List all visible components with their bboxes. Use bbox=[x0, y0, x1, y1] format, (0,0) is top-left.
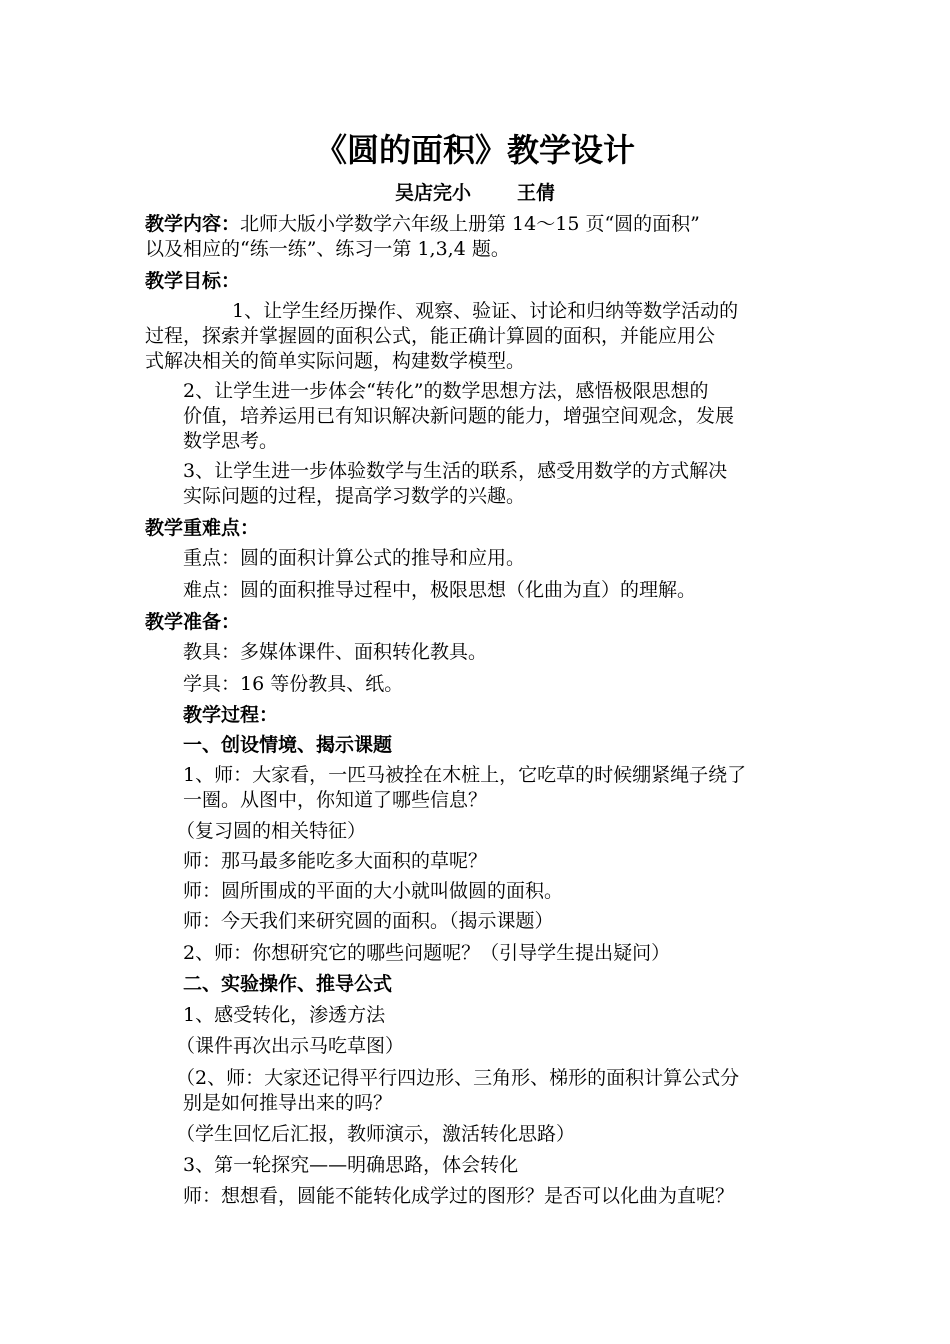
section-1-p1-line-b: 一圈。从图中，你知道了哪些信息？ bbox=[183, 789, 488, 811]
key-points-label: 教学重难点： bbox=[145, 517, 260, 539]
objective-1-line-a: 1、让学生经历操作、观察、验证、讨论和归纳等数学活动的 bbox=[232, 300, 739, 322]
section-1-p5: 师：今天我们来研究圆的面积。（揭示课题） bbox=[183, 910, 554, 932]
content-text-2: 以及相应的“练一练”、练习一第 1,3,4 题。 bbox=[145, 238, 510, 260]
objective-2-line-b: 价值，培养运用已有知识解决新问题的能力，增强空间观念，发展 bbox=[183, 405, 735, 427]
section-2-p3-line-b: 别是如何推导出来的吗？ bbox=[183, 1092, 393, 1114]
section-1-p2: （复习圆的相关特征） bbox=[176, 820, 367, 842]
objective-3-line-b: 实际问题的过程，提高学习数学的兴趣。 bbox=[183, 485, 526, 507]
objective-1-line-b: 过程，探索并掌握圆的面积公式，能正确计算圆的面积，并能应用公 bbox=[145, 325, 716, 347]
document-title: 《圆的面积》教学设计 bbox=[314, 131, 635, 169]
content-text-1: 北师大版小学数学六年级上册第 14～15 页“圆的面积” bbox=[240, 213, 700, 235]
objective-2-line-a: 2、让学生进一步体会“转化”的数学思想方法，感悟极限思想的 bbox=[183, 380, 709, 402]
section-1-p3: 师：那马最多能吃多大面积的草呢？ bbox=[183, 850, 488, 872]
section-2-p4: （学生回忆后汇报，教师演示，激活转化思路） bbox=[176, 1123, 576, 1145]
section-2-p2: （课件再次出示马吃草图） bbox=[176, 1035, 405, 1057]
author-name: 王倩 bbox=[517, 182, 556, 204]
content-line-1 bbox=[145, 212, 700, 237]
author-line bbox=[0, 180, 950, 206]
section-1-p6: 2、师：你想研究它的哪些问题呢？（引导学生提出疑问） bbox=[183, 942, 671, 964]
objective-3-line-a: 3、让学生进一步体验数学与生活的联系，感受用数学的方式解决 bbox=[183, 460, 728, 482]
objective-2-line-c: 数学思考。 bbox=[183, 430, 279, 452]
key-point-focus: 重点：圆的面积计算公式的推导和应用。 bbox=[183, 547, 526, 569]
section-1-p1-line-a: 1、师：大家看，一匹马被拴在木桩上，它吃草的时候绷紧绳子绕了 bbox=[183, 764, 747, 786]
content-label: 教学内容： bbox=[145, 213, 241, 235]
author-school: 吴店完小 bbox=[394, 182, 471, 204]
process-label: 教学过程： bbox=[183, 704, 279, 726]
section-2-p6: 师：想想看，圆能不能转化成学过的图形？是否可以化曲为直呢？ bbox=[183, 1185, 735, 1207]
section-2-p1: 1、感受转化，渗透方法 bbox=[183, 1004, 386, 1026]
preparation-student: 学具：16 等份教具、纸。 bbox=[183, 673, 404, 695]
key-point-difficulty: 难点：圆的面积推导过程中，极限思想（化曲为直）的理解。 bbox=[183, 579, 697, 601]
preparation-label: 教学准备： bbox=[145, 611, 241, 633]
section-2-heading: 二、实验操作、推导公式 bbox=[183, 973, 393, 995]
section-1-p4: 师：圆所围成的平面的大小就叫做圆的面积。 bbox=[183, 880, 564, 902]
section-2-p5: 3、第一轮探究——明确思路，体会转化 bbox=[183, 1154, 519, 1176]
section-2-p3-line-a: （2、师：大家还记得平行四边形、三角形、梯形的面积计算公式分 bbox=[176, 1067, 740, 1089]
section-1-heading: 一、创设情境、揭示课题 bbox=[183, 734, 393, 756]
preparation-teacher: 教具：多媒体课件、面积转化教具。 bbox=[183, 641, 488, 663]
objectives-label: 教学目标： bbox=[145, 270, 241, 292]
objective-1-line-c: 式解决相关的简单实际问题，构建数学模型。 bbox=[145, 350, 526, 372]
